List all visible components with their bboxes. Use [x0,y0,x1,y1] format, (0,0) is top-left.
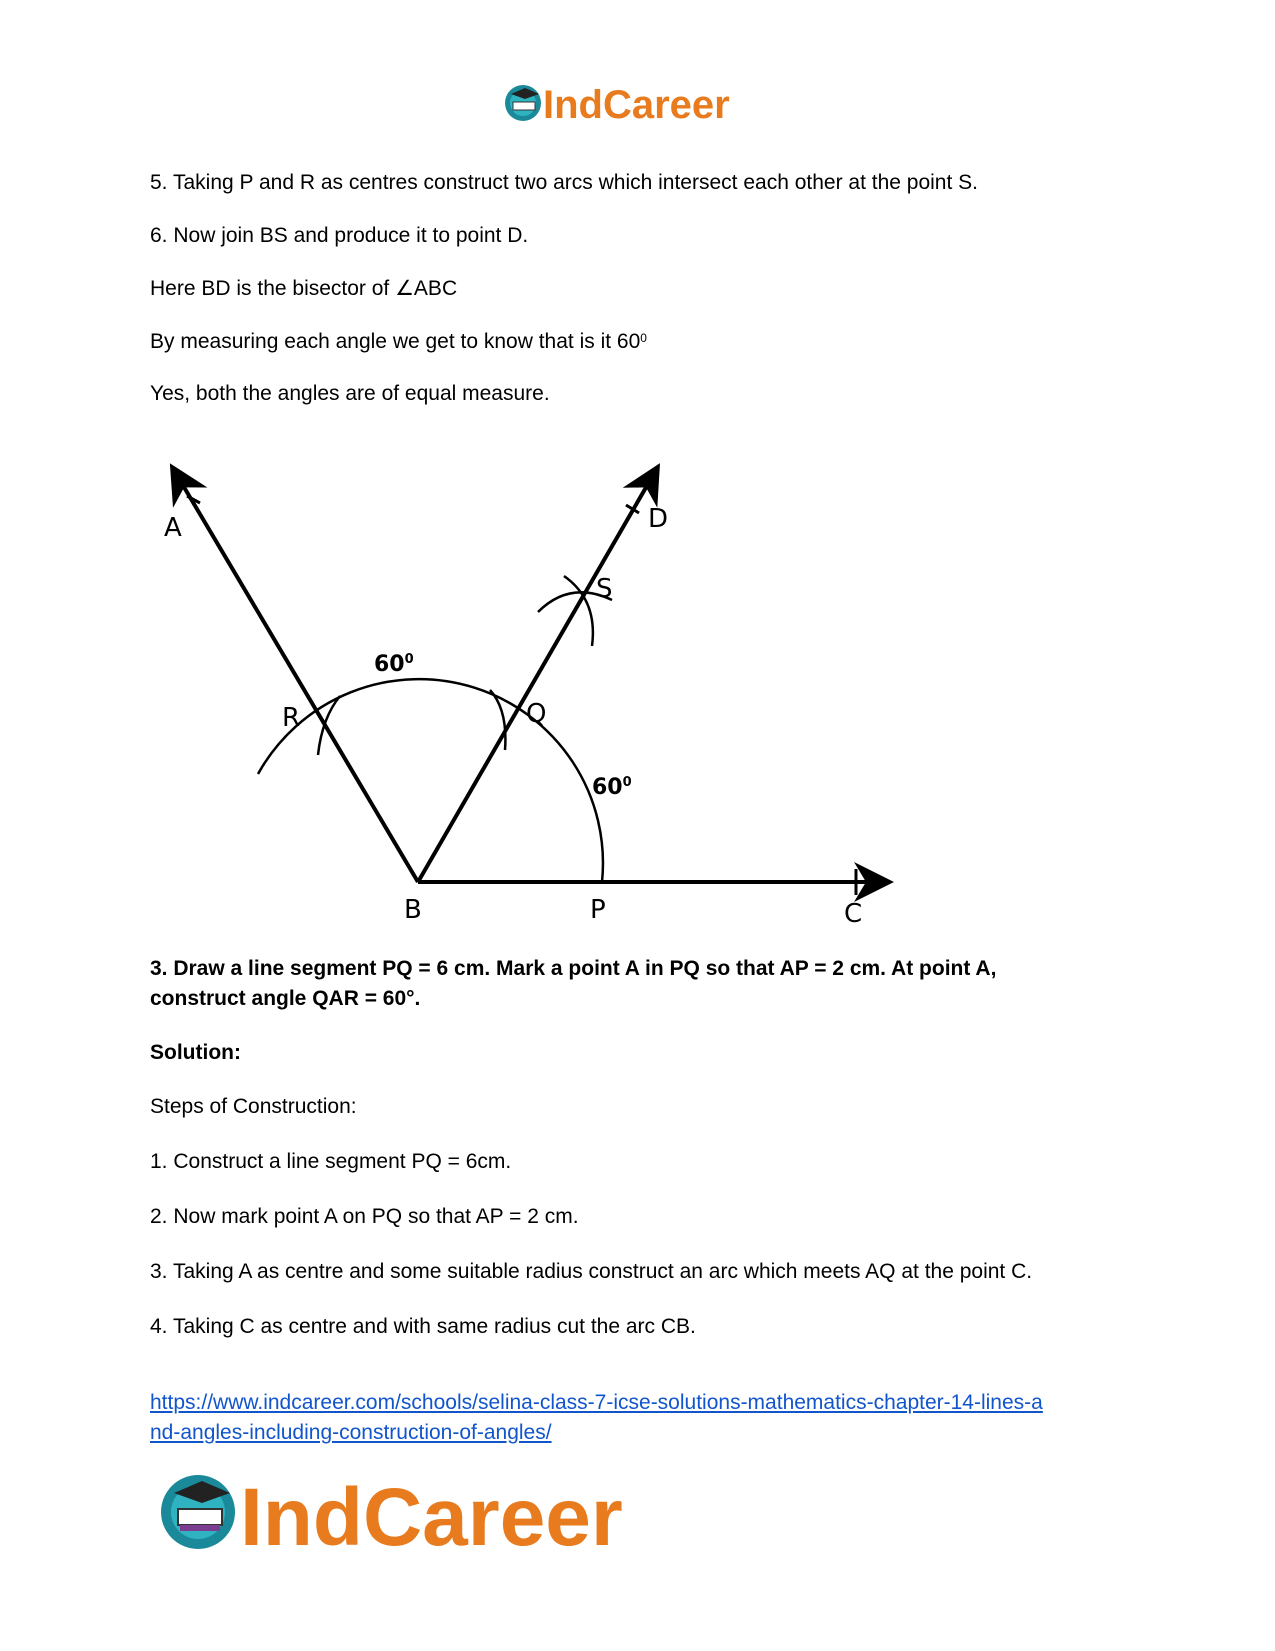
angle-bisector-diagram [150,455,910,935]
solution-heading: Solution: [150,1041,241,1064]
label-c: C [844,899,863,929]
steps-heading: Steps of Construction: [150,1095,357,1118]
indcareer-logo-bottom [158,1465,698,1559]
logo-globe-icon-large [158,1465,698,1559]
solution-step4: 4. Taking C as centre and with same radius cut the arc CB. [150,1315,696,1338]
measure-degree: 0 [640,331,647,345]
ray-bd [418,477,652,882]
measure-text [150,327,647,357]
label-p: P [590,895,606,925]
indcareer-logo-top [503,80,773,126]
solution-step2: 2. Now mark point A on PQ so that AP = 2 cm. [150,1205,579,1228]
question-line1: 3. Draw a line segment PQ = 6 cm. Mark a point A in PQ so that AP = 2 cm. At point A, [150,957,997,980]
label-q: Q [526,699,547,729]
question-line2: construct angle QAR = 60°. [150,987,421,1010]
label-a: A [164,513,182,543]
measure-main: By measuring each angle we get to know that is it 60 [150,330,641,353]
label-d: D [648,504,669,534]
angle-label-upper: $60^0$ [374,652,414,677]
label-s: S [596,574,613,604]
source-link-line1[interactable]: https://www.indcareer.com/schools/selina-class-7-icse-solutions-mathematics-chapter-14-lines-a [150,1391,1043,1414]
label-b: B [404,895,422,925]
angle-label-lower: $60^0$ [592,775,632,800]
source-link-line2[interactable]: nd-angles-including-construction-of-angles/ [150,1421,552,1444]
arc-main [258,679,603,882]
logo-wordmark-large: IndCareer [240,1472,623,1559]
equal-text: Yes, both the angles are of equal measure. [150,382,550,405]
logo-globe-icon [503,80,773,126]
step6-text: 6. Now join BS and produce it to point D. [150,224,529,247]
label-r: R [282,703,301,733]
solution-step3: 3. Taking A as centre and some suitable radius construct an arc which meets AQ at the point C. [150,1260,1033,1283]
step5-text: 5. Taking P and R as centres construct two arcs which intersect each other at the point S. [150,171,978,194]
solution-step1: 1. Construct a line segment PQ = 6cm. [150,1150,512,1173]
bisector-text: Here BD is the bisector of ∠ABC [150,277,458,300]
logo-wordmark: IndCareer [543,83,730,126]
ray-ba [178,477,418,882]
